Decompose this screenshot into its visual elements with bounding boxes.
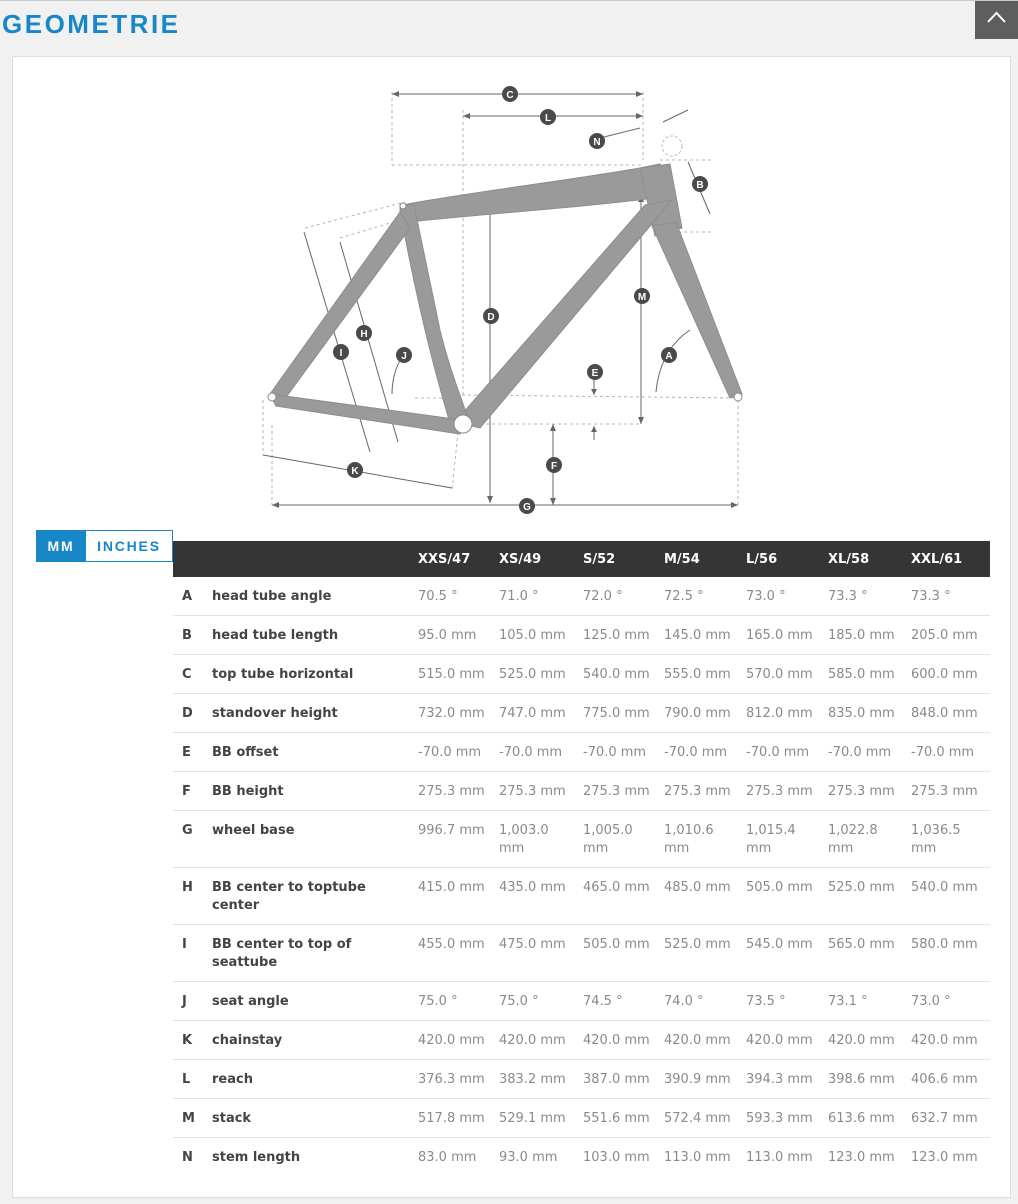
- marker-k: [347, 462, 363, 478]
- svg-text:N: N: [593, 137, 601, 148]
- section-title: GEOMETRIE: [2, 9, 181, 39]
- unit-toggle: [36, 530, 173, 562]
- row-value: -70.0 mm: [828, 733, 911, 772]
- row-value: 996.7 mm: [418, 811, 499, 868]
- row-value: 525.0 mm: [828, 868, 911, 925]
- row-value: 73.0 °: [911, 982, 990, 1021]
- table-row: [173, 1060, 990, 1099]
- column-header: XL/58: [828, 541, 911, 577]
- row-name: BB center to top of seattube: [212, 925, 418, 982]
- row-letter: I: [173, 925, 212, 982]
- column-header: S/52: [583, 541, 664, 577]
- table-row: [173, 811, 990, 868]
- marker-a: [661, 347, 677, 363]
- table-row: [173, 733, 990, 772]
- row-value: 600.0 mm: [911, 655, 990, 694]
- row-value: 73.3 °: [828, 577, 911, 616]
- row-value: 74.0 °: [664, 982, 746, 1021]
- row-value: 275.3 mm: [911, 772, 990, 811]
- row-value: 123.0 mm: [828, 1150, 895, 1165]
- row-value: 420.0 mm: [664, 1021, 746, 1060]
- row-value: 275.3 mm: [828, 772, 911, 811]
- row-value: 570.0 mm: [746, 655, 828, 694]
- row-value: 383.2 mm: [499, 1060, 583, 1099]
- row-name: stack: [212, 1099, 418, 1138]
- collapse-button[interactable]: [975, 1, 1018, 39]
- row-value: 585.0 mm: [828, 655, 911, 694]
- marker-f: [546, 457, 562, 473]
- frame-geometry-diagram: [250, 82, 760, 522]
- row-value: 73.5 °: [746, 982, 828, 1021]
- row-letter: D: [173, 694, 212, 733]
- table-row: [173, 1099, 990, 1138]
- row-value: -70.0 mm: [583, 733, 664, 772]
- row-value: 475.0 mm: [499, 925, 583, 982]
- row-value: 406.6 mm: [911, 1060, 990, 1099]
- row-letter: M: [173, 1099, 212, 1138]
- row-value: 540.0 mm: [911, 868, 990, 925]
- table-row: [173, 868, 990, 925]
- svg-text:L: L: [544, 113, 552, 124]
- marker-m: [634, 288, 650, 304]
- svg-text:C: C: [506, 90, 514, 101]
- svg-text:F: F: [550, 461, 558, 472]
- row-value: 465.0 mm: [583, 868, 664, 925]
- row-value: 123.0 mm: [911, 1150, 978, 1165]
- table-row: [173, 982, 990, 1021]
- row-value: -70.0 mm: [499, 733, 583, 772]
- row-value: 1,022.8 mm: [828, 811, 911, 868]
- section-header: [0, 1, 1018, 49]
- row-letter: J: [173, 982, 212, 1021]
- row-value: 420.0 mm: [746, 1021, 828, 1060]
- marker-e: [587, 364, 603, 380]
- marker-i: [333, 344, 349, 360]
- row-value: 540.0 mm: [583, 655, 664, 694]
- row-value: 185.0 mm: [828, 616, 911, 655]
- column-header: M/54: [664, 541, 746, 577]
- svg-text:G: G: [523, 502, 531, 513]
- row-value: 1,010.6 mm: [664, 811, 746, 868]
- row-value: 420.0 mm: [499, 1021, 583, 1060]
- row-value: 105.0 mm: [499, 616, 583, 655]
- row-value: 275.3 mm: [664, 772, 746, 811]
- row-letter: E: [173, 733, 212, 772]
- row-name: stem length: [212, 1150, 301, 1165]
- row-name: BB offset: [212, 733, 418, 772]
- row-value: 775.0 mm: [583, 694, 664, 733]
- row-value: 848.0 mm: [911, 694, 990, 733]
- marker-n: [589, 133, 605, 149]
- row-value: 75.0 °: [418, 982, 499, 1021]
- row-value: -70.0 mm: [664, 733, 746, 772]
- row-value: 398.6 mm: [828, 1060, 911, 1099]
- row-value: 145.0 mm: [664, 616, 746, 655]
- row-name: BB height: [212, 772, 418, 811]
- row-value: 790.0 mm: [664, 694, 746, 733]
- row-value: 435.0 mm: [499, 868, 583, 925]
- row-value: 390.9 mm: [664, 1060, 746, 1099]
- row-name: reach: [212, 1060, 418, 1099]
- row-value: 732.0 mm: [418, 694, 499, 733]
- row-value: 420.0 mm: [418, 1021, 499, 1060]
- geometry-table: [173, 541, 990, 1176]
- column-header: L/56: [746, 541, 828, 577]
- row-value: 73.1 °: [828, 982, 911, 1021]
- row-letter: H: [173, 868, 212, 925]
- row-value: 525.0 mm: [499, 655, 583, 694]
- row-value: 580.0 mm: [911, 925, 990, 982]
- row-value: 113.0 mm: [746, 1150, 813, 1165]
- column-header: XS/49: [499, 541, 583, 577]
- row-value: 93.0 mm: [499, 1150, 558, 1165]
- row-value: 70.5 °: [418, 577, 499, 616]
- row-value: 485.0 mm: [664, 868, 746, 925]
- row-value: 565.0 mm: [828, 925, 911, 982]
- row-value: 74.5 °: [583, 982, 664, 1021]
- marker-g: [519, 498, 535, 514]
- row-value: 420.0 mm: [911, 1021, 990, 1060]
- row-value: 835.0 mm: [828, 694, 911, 733]
- row-value: 551.6 mm: [583, 1099, 664, 1138]
- row-letter: G: [173, 811, 212, 868]
- row-value: 275.3 mm: [499, 772, 583, 811]
- marker-h: [356, 325, 372, 341]
- row-value: 505.0 mm: [583, 925, 664, 982]
- row-value: 73.0 °: [746, 577, 828, 616]
- row-value: 275.3 mm: [418, 772, 499, 811]
- svg-text:D: D: [487, 312, 495, 323]
- row-letter: K: [173, 1021, 212, 1060]
- row-value: 113.0 mm: [664, 1150, 731, 1165]
- unit-mm-button[interactable]: MM: [36, 530, 86, 562]
- row-name: wheel base: [212, 811, 418, 868]
- row-value: 529.1 mm: [499, 1099, 583, 1138]
- row-name: top tube horizontal: [212, 655, 418, 694]
- row-value: 125.0 mm: [583, 616, 664, 655]
- row-name: standover height: [212, 694, 418, 733]
- svg-text:E: E: [591, 368, 599, 379]
- svg-text:M: M: [637, 292, 647, 303]
- row-value: 75.0 °: [499, 982, 583, 1021]
- table-row: [173, 925, 990, 982]
- svg-text:A: A: [665, 351, 673, 362]
- marker-d: [483, 308, 499, 324]
- row-letter: L: [173, 1060, 212, 1099]
- svg-text:J: J: [401, 351, 407, 362]
- column-header: XXL/61: [911, 541, 990, 577]
- row-value: 415.0 mm: [418, 868, 499, 925]
- row-value: 545.0 mm: [746, 925, 828, 982]
- svg-text:H: H: [360, 329, 368, 340]
- row-value: 71.0 °: [499, 577, 583, 616]
- row-letter: A: [173, 577, 212, 616]
- column-header: XXS/47: [418, 541, 499, 577]
- row-value: 72.0 °: [583, 577, 664, 616]
- row-value: 572.4 mm: [664, 1099, 746, 1138]
- row-value: 103.0 mm: [583, 1150, 650, 1165]
- row-value: 525.0 mm: [664, 925, 746, 982]
- svg-text:K: K: [351, 466, 359, 477]
- row-value: 165.0 mm: [746, 616, 828, 655]
- row-value: 555.0 mm: [664, 655, 746, 694]
- row-value: 455.0 mm: [418, 925, 499, 982]
- row-name: head tube length: [212, 616, 418, 655]
- row-value: 517.8 mm: [418, 1099, 499, 1138]
- row-value: 420.0 mm: [828, 1021, 911, 1060]
- row-name: chainstay: [212, 1021, 418, 1060]
- row-value: 747.0 mm: [499, 694, 583, 733]
- table-header-row: [173, 541, 990, 577]
- table-row: [173, 1138, 990, 1177]
- row-value: 812.0 mm: [746, 694, 828, 733]
- row-value: 632.7 mm: [911, 1099, 990, 1138]
- row-value: 613.6 mm: [828, 1099, 911, 1138]
- row-value: -70.0 mm: [418, 733, 499, 772]
- row-value: 394.3 mm: [746, 1060, 828, 1099]
- row-value: -70.0 mm: [911, 733, 990, 772]
- chevron-up-icon: [987, 11, 1006, 24]
- table-row: [173, 1021, 990, 1060]
- row-value: 205.0 mm: [911, 616, 990, 655]
- row-value: 1,036.5 mm: [911, 811, 990, 868]
- row-value: 95.0 mm: [418, 616, 499, 655]
- table-row: [173, 694, 990, 733]
- row-name: seat angle: [212, 982, 418, 1021]
- marker-j: [396, 347, 412, 363]
- row-letter: F: [173, 772, 212, 811]
- svg-text:B: B: [696, 180, 704, 191]
- table-row: [173, 772, 990, 811]
- row-letter: N: [182, 1150, 193, 1165]
- unit-inches-button[interactable]: INCHES: [86, 530, 173, 562]
- row-value: 505.0 mm: [746, 868, 828, 925]
- table-row: [173, 616, 990, 655]
- row-value: 1,003.0 mm: [499, 811, 583, 868]
- row-name: BB center to toptube center: [212, 868, 418, 925]
- table-row: [173, 577, 990, 616]
- table-row: [173, 655, 990, 694]
- row-value: 376.3 mm: [418, 1060, 499, 1099]
- row-value: 420.0 mm: [583, 1021, 664, 1060]
- row-value: 72.5 °: [664, 577, 746, 616]
- row-value: 275.3 mm: [583, 772, 664, 811]
- row-value: 593.3 mm: [746, 1099, 828, 1138]
- row-value: 1,005.0 mm: [583, 811, 664, 868]
- row-value: 515.0 mm: [418, 655, 499, 694]
- row-value: -70.0 mm: [746, 733, 828, 772]
- row-name: head tube angle: [212, 577, 418, 616]
- marker-b: [692, 176, 708, 192]
- row-letter: B: [173, 616, 212, 655]
- row-letter: C: [173, 655, 212, 694]
- svg-text:I: I: [339, 348, 343, 359]
- row-value: 1,015.4 mm: [746, 811, 828, 868]
- row-value: 83.0 mm: [418, 1150, 477, 1165]
- marker-l: [540, 109, 556, 125]
- row-value: 275.3 mm: [746, 772, 828, 811]
- row-value: 387.0 mm: [583, 1060, 664, 1099]
- marker-c: [502, 86, 518, 102]
- row-value: 73.3 °: [911, 577, 990, 616]
